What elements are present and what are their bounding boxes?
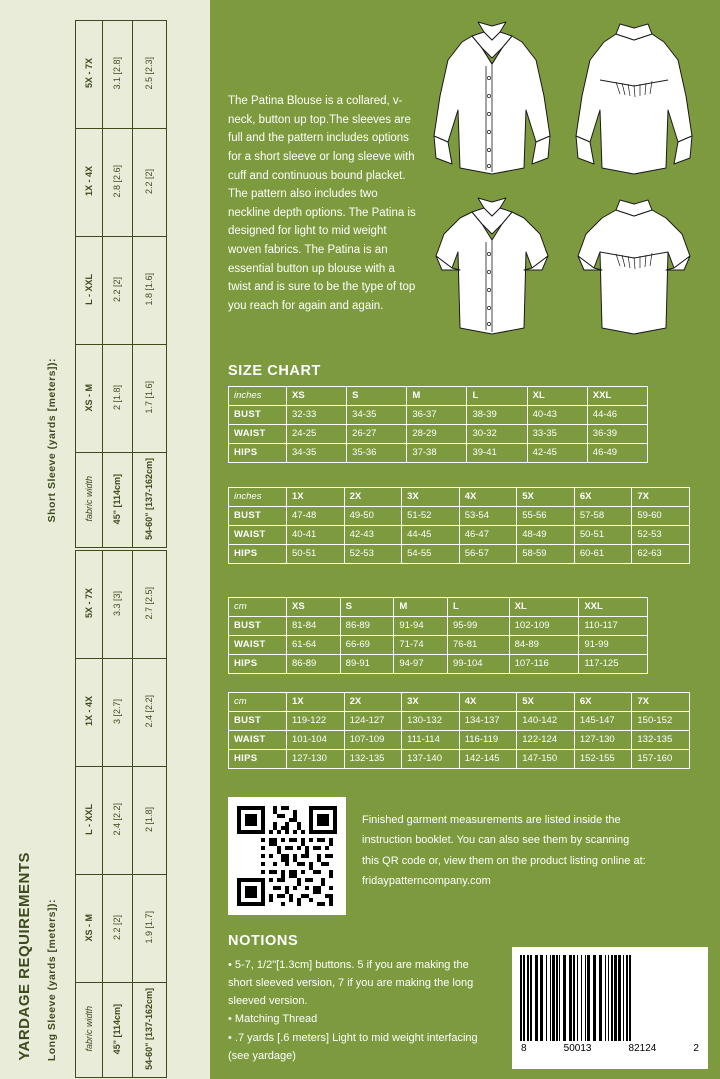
t2-r1-c6: 52-53	[632, 525, 690, 544]
t3-unit: cm	[229, 598, 287, 617]
t2-r1-c5: 50-51	[574, 525, 632, 544]
barcode-group-2: 82124	[628, 1043, 657, 1054]
t2-r1-label: WAIST	[229, 525, 287, 544]
t4-r0-c2: 130-132	[402, 711, 460, 730]
ls-size-2: L - XXL	[83, 804, 94, 835]
ss-size-1: 1X - 4X	[83, 166, 94, 197]
t4-size-5: 6X	[574, 693, 632, 712]
qr-text-line-1: Finished garment measurements are listed inside the	[362, 814, 621, 826]
t3-size-1: S	[340, 598, 394, 617]
long-sleeve-yardage-table	[75, 550, 167, 1078]
t1-size-1: S	[347, 387, 407, 406]
t2-r2-label: HIPS	[229, 544, 287, 563]
t1-r2-c0: 34-35	[287, 443, 347, 462]
notions-list	[228, 957, 496, 1067]
t3-r2-label: HIPS	[229, 654, 287, 673]
website-url[interactable]: fridaypatterncompany.com	[362, 875, 491, 888]
ss-cell-r1-c3: 2.5 [2.3]	[144, 57, 155, 90]
t4-r2-c5: 152-155	[574, 749, 632, 768]
t1-r0-c5: 44-46	[587, 405, 647, 424]
t3-r0-c2: 91-94	[394, 616, 448, 635]
t2-r1-c0: 40-41	[287, 525, 345, 544]
qr-code[interactable]	[228, 797, 346, 915]
t4-size-0: 1X	[287, 693, 345, 712]
ls-cell-r1-c3: 2.7 [2.5]	[144, 587, 155, 620]
yardage-requirements-title: YARDAGE REQUIREMENTS	[16, 852, 33, 1061]
t1-size-2: M	[407, 387, 467, 406]
t2-r1-c1: 42-43	[344, 525, 402, 544]
t4-r2-c1: 132-135	[344, 749, 402, 768]
qr-text-line-3: this QR code or, view them on the product listing online at:	[362, 854, 646, 867]
t4-size-2: 3X	[402, 693, 460, 712]
t2-r1-c2: 44-45	[402, 525, 460, 544]
ss-cell-r0-c3: 3.1 [2.8]	[112, 57, 123, 90]
qr-code-image	[237, 806, 337, 906]
table-header-row	[229, 387, 648, 406]
t4-size-3: 4X	[459, 693, 517, 712]
t2-size-6: 7X	[632, 488, 690, 507]
table-row	[229, 424, 648, 443]
t3-size-5: XXL	[579, 598, 648, 617]
t1-r1-c2: 28-29	[407, 424, 467, 443]
table-row	[229, 711, 690, 730]
t3-r0-c4: 102-109	[509, 616, 579, 635]
t2-r2-c1: 52-53	[344, 544, 402, 563]
t4-r0-c1: 124-127	[344, 711, 402, 730]
ls-cell-r1-c1: 2 [1.8]	[144, 806, 155, 833]
t4-r2-c3: 142-145	[459, 749, 517, 768]
t1-unit: inches	[229, 387, 287, 406]
ls-size-1: 1X - 4X	[83, 696, 94, 727]
list-item: • .7 yards [.6 meters] Light to mid weight interfacing (see yardage)	[228, 1032, 478, 1063]
t2-r2-c6: 62-63	[632, 544, 690, 563]
ss-cell-r0-c1: 2.2 [2]	[112, 276, 123, 303]
t4-r0-label: BUST	[229, 711, 287, 730]
t4-r1-c3: 116-119	[459, 730, 517, 749]
t2-r0-label: BUST	[229, 506, 287, 525]
t2-r0-c0: 47-48	[287, 506, 345, 525]
t1-r0-c3: 38-39	[467, 405, 527, 424]
t3-r2-c4: 107-116	[509, 654, 579, 673]
t1-size-5: XXL	[587, 387, 647, 406]
ss-size-2: L - XXL	[83, 274, 94, 305]
yardage-panel	[0, 0, 210, 1079]
long-sleeve-subtitle: Long Sleeve (yards [meters]):	[46, 898, 58, 1061]
product-description: The Patina Blouse is a collared, v-neck, button up top.The sleeves are full and the pattern includes options for a short sleeve or long sleeve with cuff and continuous bound placket. The pattern also includes two neckline depth options. The Patina is designed for light to mid weight woven fabrics. The Patina is an essential button up blouse with a twist and is sure to be the type of top you reach for again and again.	[228, 95, 416, 312]
t4-size-6: 7X	[632, 693, 690, 712]
t1-r1-c5: 36-39	[587, 424, 647, 443]
barcode-numbers	[520, 1041, 700, 1054]
t1-r2-c3: 39-41	[467, 443, 527, 462]
t3-r0-c1: 86-89	[340, 616, 394, 635]
t4-unit: cm	[229, 693, 287, 712]
t3-r1-c4: 84-89	[509, 635, 579, 654]
t3-size-3: L	[447, 598, 509, 617]
t2-r2-c5: 60-61	[574, 544, 632, 563]
t2-r2-c0: 50-51	[287, 544, 345, 563]
t2-size-1: 2X	[344, 488, 402, 507]
t4-size-1: 2X	[344, 693, 402, 712]
ls-cell-r0-c3: 3.3 [3]	[112, 590, 123, 617]
t2-r1-c3: 46-47	[459, 525, 517, 544]
t4-r2-c2: 137-140	[402, 749, 460, 768]
ss-corner-label: fabric width	[83, 476, 94, 522]
barcode-bars	[520, 955, 700, 1041]
technical-drawings	[428, 18, 700, 348]
table-row	[229, 525, 690, 544]
t2-size-2: 3X	[402, 488, 460, 507]
ss-cell-r1-c1: 1.8 [1.6]	[144, 273, 155, 306]
qr-instructions	[362, 810, 662, 891]
t3-r1-c1: 66-69	[340, 635, 394, 654]
t1-r1-c0: 24-25	[287, 424, 347, 443]
ss-cell-r1-c2: 2.2 [2]	[144, 168, 155, 195]
t1-size-4: XL	[527, 387, 587, 406]
t1-r0-c4: 40-43	[527, 405, 587, 424]
ss-cell-r0-c0: 2 [1.8]	[112, 384, 123, 411]
ss-cell-r1-c0: 1.7 [1.6]	[144, 381, 155, 414]
t1-r1-c4: 33-35	[527, 424, 587, 443]
t2-r0-c6: 59-60	[632, 506, 690, 525]
list-item: • Matching Thread	[228, 1013, 318, 1026]
t3-size-2: M	[394, 598, 448, 617]
short-sleeve-back-illustration	[570, 194, 698, 344]
t3-r1-c5: 91-99	[579, 635, 648, 654]
t1-size-3: L	[467, 387, 527, 406]
t4-r1-c0: 101-104	[287, 730, 345, 749]
ss-cell-r0-c2: 2.8 [2.6]	[112, 165, 123, 198]
ls-cell-r0-c2: 3 [2.7]	[112, 698, 123, 725]
t1-r0-c2: 36-37	[407, 405, 467, 424]
t3-size-0: XS	[287, 598, 341, 617]
t2-r0-c2: 51-52	[402, 506, 460, 525]
ls-cell-r1-c2: 2.4 [2.2]	[144, 695, 155, 728]
t1-r2-c5: 46-49	[587, 443, 647, 462]
t2-r0-c3: 53-54	[459, 506, 517, 525]
table-header-row	[229, 693, 690, 712]
t2-r2-c3: 56-57	[459, 544, 517, 563]
t3-r1-c0: 61-64	[287, 635, 341, 654]
t2-r0-c1: 49-50	[344, 506, 402, 525]
t4-size-4: 5X	[517, 693, 575, 712]
table-row	[229, 405, 648, 424]
t4-r0-c0: 119-122	[287, 711, 345, 730]
t2-r1-c4: 48-49	[517, 525, 575, 544]
ss-fabric-0: 45" [114cm]	[112, 473, 123, 525]
ls-cell-r1-c0: 1.9 [1.7]	[144, 911, 155, 944]
t2-r2-c4: 58-59	[517, 544, 575, 563]
t1-r2-c2: 37-38	[407, 443, 467, 462]
t1-r2-label: HIPS	[229, 443, 287, 462]
t4-r1-c1: 107-109	[344, 730, 402, 749]
t3-r2-c5: 117-125	[579, 654, 648, 673]
ss-fabric-1: 54-60" [137-162cm]	[144, 458, 155, 540]
t3-r1-c3: 76-81	[447, 635, 509, 654]
ls-fabric-1: 54-60" [137-162cm]	[144, 988, 155, 1070]
table-row	[229, 654, 648, 673]
t1-size-0: XS	[287, 387, 347, 406]
t4-r0-c3: 134-137	[459, 711, 517, 730]
t4-r2-c0: 127-130	[287, 749, 345, 768]
t1-r0-c1: 34-35	[347, 405, 407, 424]
barcode	[512, 947, 708, 1069]
t2-size-4: 5X	[517, 488, 575, 507]
t3-r0-label: BUST	[229, 616, 287, 635]
size-chart-table-inches-plus	[228, 487, 690, 564]
table-row	[229, 506, 690, 525]
short-sleeve-subtitle: Short Sleeve (yards [meters]):	[46, 358, 58, 523]
t4-r2-c6: 157-160	[632, 749, 690, 768]
t4-r1-c6: 132-135	[632, 730, 690, 749]
t1-r2-c1: 35-36	[347, 443, 407, 462]
barcode-left-digit: 8	[521, 1043, 527, 1054]
short-sleeve-front-illustration	[428, 194, 556, 344]
ls-cell-r0-c1: 2.4 [2.2]	[112, 803, 123, 836]
barcode-right-digit: 2	[693, 1043, 699, 1054]
t1-r1-label: WAIST	[229, 424, 287, 443]
t2-r2-c2: 54-55	[402, 544, 460, 563]
t3-size-4: XL	[509, 598, 579, 617]
t3-r2-c1: 89-91	[340, 654, 394, 673]
long-sleeve-front-illustration	[428, 18, 556, 188]
table-row	[229, 635, 648, 654]
barcode-group-1: 50013	[563, 1043, 592, 1054]
ls-size-0: 5X - 7X	[83, 588, 94, 619]
t4-r0-c5: 145-147	[574, 711, 632, 730]
t1-r0-c0: 32-33	[287, 405, 347, 424]
t1-r1-c3: 30-32	[467, 424, 527, 443]
ls-fabric-0: 45" [114cm]	[112, 1003, 123, 1055]
ls-size-3: XS - M	[83, 913, 94, 942]
t1-r2-c4: 42-45	[527, 443, 587, 462]
t3-r2-c3: 99-104	[447, 654, 509, 673]
size-chart-table-cm-plus	[228, 692, 690, 769]
table-row	[229, 730, 690, 749]
long-sleeve-back-illustration	[570, 18, 698, 188]
table-row	[229, 616, 648, 635]
t4-r0-c4: 140-142	[517, 711, 575, 730]
t2-unit: inches	[229, 488, 287, 507]
t2-size-5: 6X	[574, 488, 632, 507]
qr-text-line-2: instruction booklet. You can also see them by scanning	[362, 834, 630, 847]
ss-size-3: XS - M	[83, 383, 94, 412]
t1-r0-label: BUST	[229, 405, 287, 424]
t4-r1-label: WAIST	[229, 730, 287, 749]
size-chart-table-inches-standard	[228, 386, 648, 463]
t4-r2-c4: 147-150	[517, 749, 575, 768]
size-chart-table-cm-standard	[228, 597, 648, 674]
t2-r0-c4: 55-56	[517, 506, 575, 525]
ls-cell-r0-c0: 2.2 [2]	[112, 914, 123, 941]
t1-r1-c1: 26-27	[347, 424, 407, 443]
t3-r0-c5: 110-117	[579, 616, 648, 635]
t2-r0-c5: 57-58	[574, 506, 632, 525]
t2-size-0: 1X	[287, 488, 345, 507]
t4-r1-c5: 127-130	[574, 730, 632, 749]
table-row	[229, 443, 648, 462]
size-chart-title: SIZE CHART	[228, 363, 321, 379]
notions-title: NOTIONS	[228, 933, 299, 949]
t3-r2-c0: 86-89	[287, 654, 341, 673]
ss-size-0: 5X - 7X	[83, 58, 94, 89]
t3-r0-c0: 81-84	[287, 616, 341, 635]
t3-r1-label: WAIST	[229, 635, 287, 654]
t3-r1-c2: 71-74	[394, 635, 448, 654]
t4-r1-c4: 122-124	[517, 730, 575, 749]
table-row	[229, 544, 690, 563]
table-row	[229, 749, 690, 768]
info-panel	[210, 0, 720, 1079]
t4-r0-c6: 150-152	[632, 711, 690, 730]
t3-r0-c3: 95-99	[447, 616, 509, 635]
t2-size-3: 4X	[459, 488, 517, 507]
ls-corner-label: fabric width	[83, 1006, 94, 1052]
short-sleeve-yardage-table	[75, 20, 167, 548]
table-header-row	[229, 488, 690, 507]
list-item: • 5-7, 1/2"[1.3cm] buttons. 5 if you are making the short sleeved version, 7 if you are making the long sleeved version.	[228, 959, 474, 1007]
t4-r1-c2: 111-114	[402, 730, 460, 749]
t4-r2-label: HIPS	[229, 749, 287, 768]
t3-r2-c2: 94-97	[394, 654, 448, 673]
table-header-row	[229, 598, 648, 617]
